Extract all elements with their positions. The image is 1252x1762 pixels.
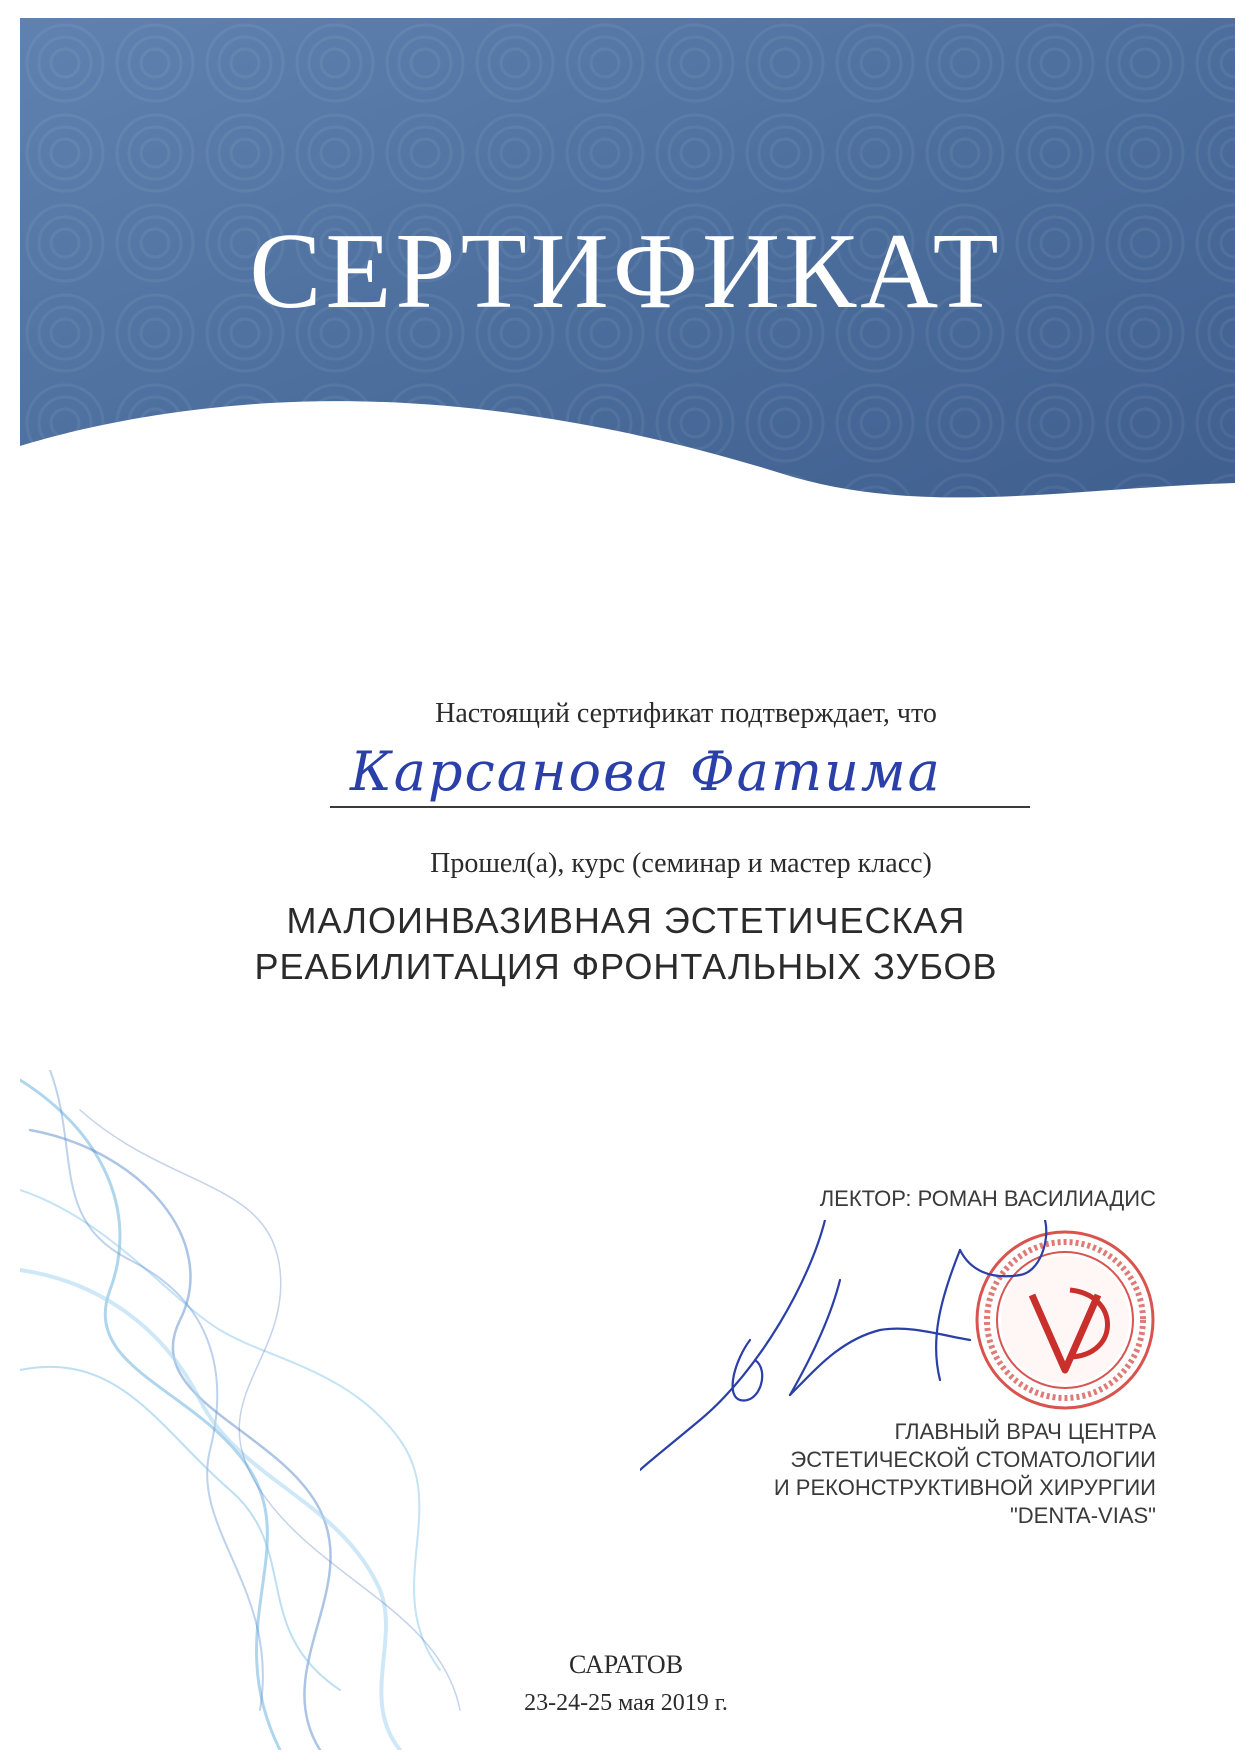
course-title-line-1: МАЛОИНВАЗИВНАЯ ЭСТЕТИЧЕСКАЯ: [286, 900, 966, 941]
confirmation-text: Настоящий сертификат подтверждает, что: [435, 698, 937, 729]
certificate-title: СЕРТИФИКАТ: [249, 212, 1003, 331]
name-underline: [330, 806, 1030, 808]
course-title-line-2: РЕАБИЛИТАЦИЯ ФРОНТАЛЬНЫХ ЗУБОВ: [254, 946, 998, 987]
event-dates: 23-24-25 мая 2019 г.: [524, 1690, 728, 1716]
decorative-smoke: [20, 1070, 580, 1750]
passed-course-text: Прошел(а), курс (семинар и мастер класс): [430, 848, 932, 879]
chief-line-4: "DENTA-VIAS": [1009, 1503, 1156, 1528]
recipient-name-field: [330, 740, 1030, 820]
city: САРАТОВ: [568, 1650, 684, 1679]
chief-line-1: ГЛАВНЫЙ ВРАЧ ЦЕНТРА: [894, 1419, 1156, 1444]
chief-doctor-title: [774, 1418, 1156, 1530]
recipient-name: Карсанова Фатима: [350, 740, 942, 803]
course-title: [0, 898, 1252, 990]
lecturer-name: ЛЕКТОР: РОМАН ВАСИЛИАДИС: [819, 1186, 1156, 1211]
chief-line-3: И РЕКОНСТРУКТИВНОЙ ХИРУРГИИ: [773, 1475, 1156, 1500]
chief-line-2: ЭСТЕТИЧЕСКОЙ СТОМАТОЛОГИИ: [790, 1447, 1156, 1472]
